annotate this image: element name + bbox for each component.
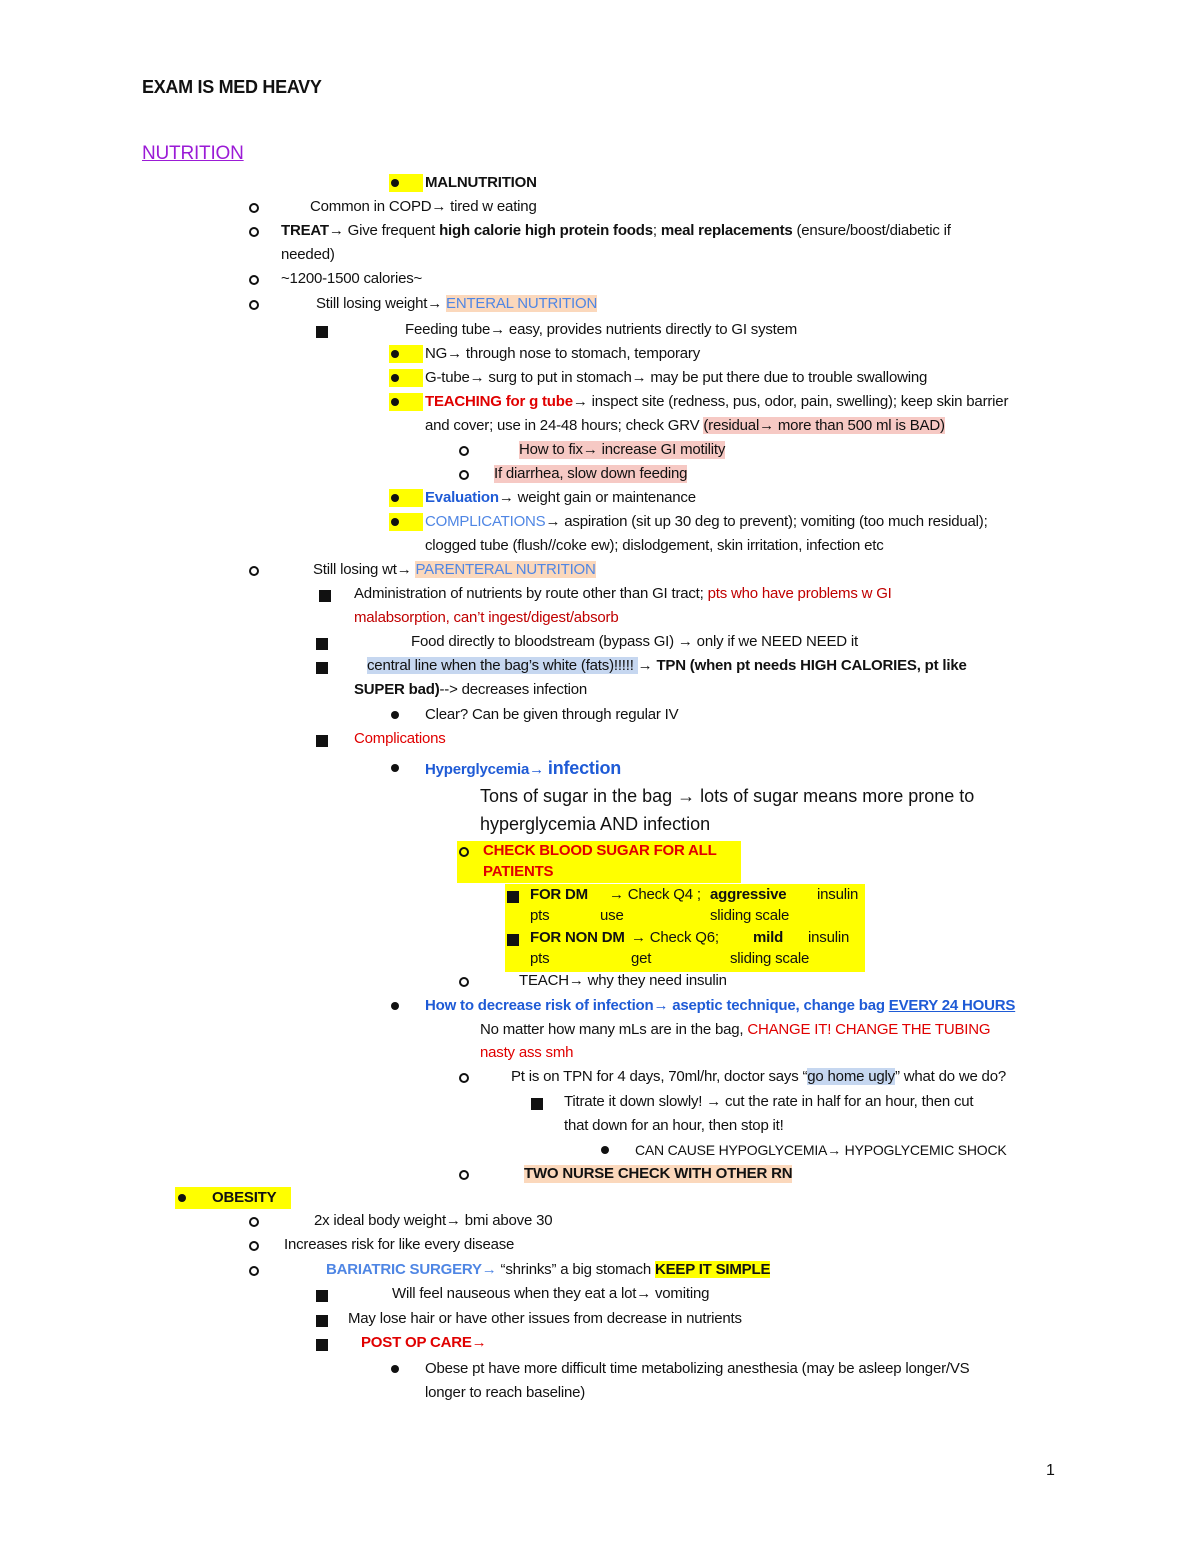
- bullet-disc: [391, 1365, 399, 1373]
- bullet-disc: [601, 1146, 609, 1154]
- two-nurse-check-line: TWO NURSE CHECK WITH OTHER RN: [524, 1165, 793, 1182]
- nauseous-line: Will feel nauseous when they eat a lot→ vomiting: [392, 1285, 710, 1302]
- teaching-line-cont: and cover; use in 24-48 hours; check GRV (residual→ more than 500 ml is BAD): [425, 417, 945, 434]
- check-blood-sugar-line-cont: PATIENTS: [483, 863, 554, 880]
- enteral-line: Still losing weight→ ENTERAL NUTRITION: [316, 295, 598, 312]
- bullet-disc: [391, 1002, 399, 1010]
- ng-line: NG→ through nose to stomach, temporary: [425, 345, 701, 362]
- teaching-line: TEACHING for g tube→ inspect site (redness, pus, odor, pain, swelling); keep skin barrier: [425, 393, 1009, 410]
- bullet-circle: [459, 847, 469, 857]
- bullet-circle: [249, 566, 259, 576]
- non-dm-line-get: get: [631, 950, 652, 967]
- bullet-circle: [459, 470, 469, 480]
- gtube-line: G-tube→ surg to put in stomach→ may be put there due to trouble swallowing: [425, 369, 928, 386]
- bullet-circle: [459, 1170, 469, 1180]
- ideal-weight-line: 2x ideal body weight→ bmi above 30: [314, 1212, 553, 1229]
- sugar-line-cont: hyperglycemia AND infection: [480, 814, 711, 834]
- change-bag-line-cont: nasty ass smh: [480, 1044, 574, 1061]
- bullet-square: [316, 735, 328, 747]
- central-line-cont: SUPER bad)--> decreases infection: [354, 681, 588, 698]
- bullet-disc: [391, 518, 399, 526]
- bullet-disc: [391, 350, 399, 358]
- dm-line-check: → Check Q4 ;: [609, 886, 701, 903]
- bullet-square: [316, 1339, 328, 1351]
- bullet-square: [316, 1290, 328, 1302]
- malnutrition-heading: MALNUTRITION: [425, 174, 537, 191]
- non-dm-line-mild: mild: [753, 929, 784, 946]
- administration-line: Administration of nutrients by route other than GI tract; pts who have problems w GI: [354, 585, 892, 602]
- tpn-question-line: Pt is on TPN for 4 days, 70ml/hr, doctor says “go home ugly” what do we do?: [511, 1068, 1006, 1085]
- bullet-circle: [249, 275, 259, 285]
- hyperglycemia-line: Hyperglycemia→ infection: [425, 758, 622, 778]
- bullet-circle: [249, 227, 259, 237]
- disease-risk-line: Increases risk for like every disease: [284, 1236, 515, 1253]
- diarrhea-line: If diarrhea, slow down feeding: [494, 465, 688, 482]
- bullet-square: [316, 662, 328, 674]
- non-dm-line-check: → Check Q6;: [631, 929, 719, 946]
- bullet-disc: [391, 764, 399, 772]
- treat-line: TREAT→ Give frequent high calorie high protein foods; meal replacements (ensure/boost/diabetic if: [281, 222, 951, 239]
- bullet-square: [316, 638, 328, 650]
- bullet-circle: [249, 1241, 259, 1251]
- post-op-care-heading: POST OP CARE→: [361, 1334, 487, 1351]
- bullet-disc: [391, 179, 399, 187]
- dm-line-use: use: [600, 907, 624, 924]
- clear-iv-line: Clear? Can be given through regular IV: [425, 706, 679, 723]
- complications-line: COMPLICATIONS→ aspiration (sit up 30 deg to prevent); vomiting (too much residual);: [425, 513, 988, 530]
- titrate-line-cont: that down for an hour, then stop it!: [564, 1117, 784, 1134]
- dm-line-insulin: insulin: [817, 886, 859, 903]
- how-to-fix-line: How to fix→ increase GI motility: [519, 441, 726, 458]
- obesity-heading: OBESITY: [212, 1189, 277, 1206]
- parenteral-line: Still losing wt→ PARENTERAL NUTRITION: [313, 561, 596, 578]
- teach-insulin-line: TEACH→ why they need insulin: [519, 972, 727, 989]
- change-bag-line: No matter how many mLs are in the bag, CHANGE IT! CHANGE THE TUBING: [480, 1021, 991, 1038]
- administration-line-cont: malabsorption, can’t ingest/digest/absorb: [354, 609, 619, 626]
- bullet-disc: [391, 398, 399, 406]
- bullet-square: [316, 1315, 328, 1327]
- bullet-square: [319, 590, 331, 602]
- bullet-circle: [249, 203, 259, 213]
- dm-line-pts: pts: [530, 907, 550, 924]
- hair-loss-line: May lose hair or have other issues from decrease in nutrients: [348, 1310, 742, 1327]
- copd-line: Common in COPD→ tired w eating: [310, 198, 537, 215]
- titrate-line: Titrate it down slowly! → cut the rate in half for an hour, then cut: [564, 1093, 974, 1110]
- check-blood-sugar-line: CHECK BLOOD SUGAR FOR ALL: [483, 842, 717, 859]
- non-dm-line-insulin: insulin: [808, 929, 850, 946]
- food-line: Food directly to bloodstream (bypass GI) → only if we NEED NEED it: [411, 633, 858, 650]
- bullet-square: [507, 934, 519, 946]
- bariatric-line: BARIATRIC SURGERY→ “shrinks” a big stomach KEEP IT SIMPLE: [326, 1261, 771, 1278]
- non-dm-line-pts: pts: [530, 950, 550, 967]
- bullet-circle: [249, 1217, 259, 1227]
- bullet-square: [507, 891, 519, 903]
- dm-line-aggressive: aggressive: [710, 886, 787, 903]
- bullet-disc: [178, 1194, 186, 1202]
- bullet-disc: [391, 374, 399, 382]
- treat-line-cont: needed): [281, 246, 335, 263]
- page-title: EXAM IS MED HEAVY: [142, 77, 322, 97]
- anesthesia-line: Obese pt have more difficult time metabolizing anesthesia (may be asleep longer/VS: [425, 1360, 970, 1377]
- central-line: central line when the bag’s white (fats)!!!!! → TPN (when pt needs HIGH CALORIES, pt like: [367, 657, 967, 674]
- hypoglycemia-line: CAN CAUSE HYPOGLYCEMIA→ HYPOGLYCEMIC SHOCK: [635, 1142, 1007, 1158]
- bullet-square: [531, 1098, 543, 1110]
- feeding-tube-line: Feeding tube→ easy, provides nutrients directly to GI system: [405, 321, 798, 338]
- bullet-circle: [459, 446, 469, 456]
- bullet-circle: [459, 1073, 469, 1083]
- section-title-nutrition: NUTRITION: [142, 143, 244, 164]
- non-dm-line-label: FOR NON DM: [530, 929, 625, 946]
- bullet-circle: [249, 300, 259, 310]
- decrease-infection-line: How to decrease risk of infection→ aseptic technique, change bag EVERY 24 HOURS: [425, 997, 1016, 1014]
- dm-line-scale: sliding scale: [710, 907, 790, 924]
- sugar-line: Tons of sugar in the bag → lots of sugar means more prone to: [480, 786, 975, 806]
- bullet-disc: [391, 494, 399, 502]
- complications-line-cont: clogged tube (flush//coke ew); dislodgement, skin irritation, infection etc: [425, 537, 884, 554]
- bullet-circle: [249, 1266, 259, 1276]
- bullet-square: [316, 326, 328, 338]
- dm-line-label: FOR DM: [530, 886, 588, 903]
- anesthesia-line-cont: longer to reach baseline): [425, 1384, 586, 1401]
- complications-heading: Complications: [354, 730, 446, 747]
- non-dm-line-scale: sliding scale: [730, 950, 810, 967]
- calories-line: ~1200-1500 calories~: [281, 270, 423, 287]
- evaluation-line: Evaluation→ weight gain or maintenance: [425, 489, 696, 506]
- bullet-disc: [391, 711, 399, 719]
- page-number: 1: [1046, 1462, 1055, 1479]
- bullet-circle: [459, 977, 469, 987]
